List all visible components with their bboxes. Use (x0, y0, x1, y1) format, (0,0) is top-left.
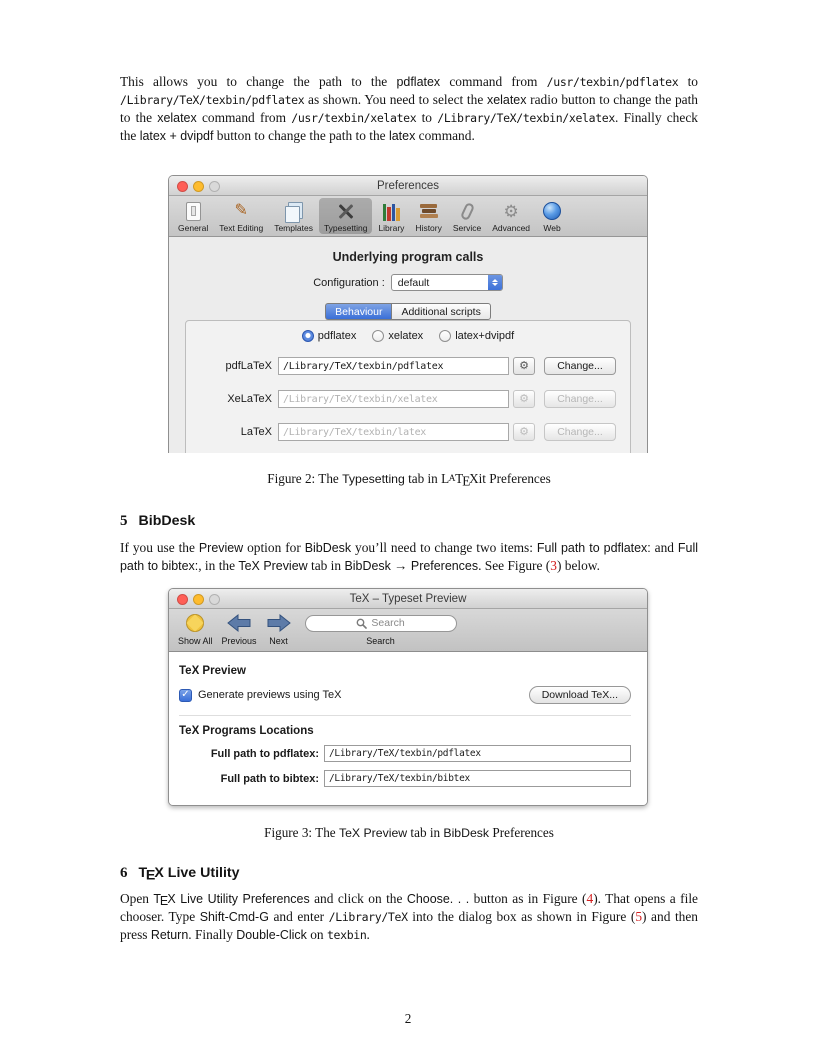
arrow-glyph: → (390, 558, 411, 573)
templates-icon (283, 200, 305, 222)
path-text: /Library/TeX/texbin/bibtex (329, 773, 470, 784)
next-arrow-icon (266, 612, 292, 634)
latexit-logo-part: it (478, 471, 486, 486)
text-run: to (678, 74, 698, 89)
radio-latex-dvipdf[interactable] (439, 330, 514, 342)
section5-heading (120, 513, 195, 530)
tab-behaviour[interactable]: Behaviour (325, 303, 391, 320)
toolbar-item-label: Library (378, 223, 405, 233)
path-text: /Library/TeX/texbin/pdflatex (329, 748, 481, 759)
general-icon (182, 200, 204, 222)
ui-name: pdflatex (396, 75, 441, 89)
ui-name: Double-Click (236, 928, 307, 942)
bibdesk-toolbar (169, 609, 647, 652)
toolbar-item-label: Search (366, 636, 395, 646)
text-run: tab in (404, 471, 442, 486)
text-run: . See Figure ( (478, 558, 551, 573)
toolbar-item-service[interactable] (448, 198, 486, 234)
toolbar-item-label: Show All (178, 636, 213, 646)
window-titlebar (169, 176, 647, 196)
tex-logo-part: T (153, 892, 162, 906)
toolbar-item-label: Templates (274, 223, 313, 233)
pdflatex-change-button[interactable]: Change... (544, 357, 616, 375)
latexit-preferences-window (168, 175, 648, 453)
pdflatex-row (186, 357, 616, 375)
toolbar-item-label: Previous (221, 636, 257, 646)
text-run: radio button to change the path to the (120, 92, 698, 125)
page-number: 2 (404, 1011, 412, 1026)
engine-label: pdfLaTeX (225, 360, 272, 372)
toolbar-item-label: General (178, 223, 209, 233)
field-label: Full path to bibtex: (220, 772, 319, 785)
library-books-icon (380, 200, 402, 222)
code-path: /usr/texbin/pdflatex (546, 75, 679, 89)
latexit-logo-part: A (448, 473, 456, 484)
divider (179, 715, 631, 716)
tex-logo-part: E (159, 894, 169, 909)
text-run: tab in (407, 825, 444, 840)
toolbar-item-next[interactable] (266, 612, 292, 651)
typesetting-knife-icon (335, 200, 357, 222)
ui-name: Choose. . . (406, 892, 470, 906)
typesetting-pane (169, 237, 647, 453)
zoom-button[interactable] (209, 594, 220, 605)
ui-name: Full path to bibtex: (120, 541, 698, 573)
pdflatex-path-input[interactable] (324, 745, 631, 762)
radio-label: latex+dvipdf (455, 329, 515, 342)
code-path: texbin (326, 928, 367, 942)
radio-selected-icon (302, 330, 314, 342)
ui-name: Typesetting (342, 472, 405, 486)
bibdesk-preferences-window (168, 588, 648, 806)
text-run: option for (243, 540, 305, 555)
pdflatex-path-row (179, 745, 631, 762)
toolbar-item-history[interactable] (410, 198, 446, 234)
show-all-seal-icon (184, 612, 206, 634)
bibtex-path-input[interactable] (324, 770, 631, 787)
text-run: command from (440, 74, 547, 89)
search-input[interactable] (305, 615, 457, 632)
text-run: Preferences (485, 471, 551, 486)
paperclip-icon (456, 200, 478, 222)
intro-paragraph (120, 73, 698, 145)
code-path: /usr/texbin/xelatex (291, 111, 417, 125)
engine-label: XeLaTeX (227, 393, 272, 405)
radio-label: pdflatex (317, 329, 357, 342)
text-run: . (366, 927, 370, 942)
latexit-logo-part: T (455, 471, 464, 486)
xelatex-change-button[interactable]: Change... (544, 390, 616, 408)
toolbar-item-text-editing[interactable] (214, 198, 268, 234)
section6-heading (120, 865, 240, 882)
toolbar-item-search (305, 612, 457, 651)
text-run: and click on the (309, 891, 407, 906)
gear-icon: ⚙ (519, 425, 529, 438)
pencil-icon: ✎ (234, 202, 248, 219)
toolbar-item-label: Web (543, 223, 561, 233)
path-text: /Library/TeX/texbin/pdflatex (283, 360, 444, 372)
ui-name: TeX Preview (238, 559, 308, 573)
figure-ref-link[interactable]: 5 (635, 909, 643, 924)
minimize-button[interactable] (193, 594, 204, 605)
figure2-caption (120, 471, 698, 487)
path-text: /Library/TeX/texbin/latex (283, 426, 427, 438)
gear-icon: ⚙ (519, 392, 529, 405)
tex-logo-part: X Live Utility (154, 865, 240, 881)
tex-preview-heading: TeX Preview (179, 665, 246, 677)
ui-name: latex (388, 129, 416, 143)
radio-xelatex[interactable] (372, 330, 423, 342)
xelatex-options-button[interactable] (513, 390, 535, 408)
ui-name: Shift-Cmd-G (199, 910, 269, 924)
ui-name: Full path to pdflatex: (536, 541, 651, 555)
toolbar-item-label: History (415, 223, 442, 233)
dropdown-arrows-icon (488, 274, 502, 291)
text-run: command. (415, 128, 475, 143)
text-run: to (416, 110, 438, 125)
section-number: 6 (120, 865, 128, 881)
field-label: Full path to pdflatex: (210, 747, 319, 760)
latex-path-field[interactable] (278, 423, 509, 441)
xelatex-row (186, 390, 616, 408)
text-run: tab in (307, 558, 345, 573)
radio-icon (439, 330, 451, 342)
download-tex-button[interactable]: Download TeX... (529, 686, 631, 704)
tex-logo-part: E (145, 867, 156, 884)
toolbar-item-typesetting[interactable] (319, 198, 372, 234)
text-run: . Finally (188, 927, 237, 942)
text-run: button to change the path to the (213, 128, 389, 143)
close-button[interactable] (177, 594, 188, 605)
text-run: This allows you to change the path to the (120, 74, 397, 89)
section-number: 5 (120, 513, 128, 529)
text-run: command from (196, 110, 292, 125)
tex-logo-part: T (138, 865, 148, 881)
engine-label: LaTeX (240, 426, 272, 438)
text-run: . Finally check the (120, 110, 698, 143)
toolbar-item-label: Next (269, 636, 288, 646)
xelatex-path-field[interactable] (278, 390, 509, 408)
latex-change-button[interactable]: Change... (544, 423, 616, 441)
text-run: Preferences (489, 825, 554, 840)
close-button[interactable] (177, 181, 188, 192)
previous-arrow-icon (226, 612, 252, 634)
path-text: /Library/TeX/texbin/xelatex (283, 393, 438, 405)
text-run: as shown. You need to select the (304, 92, 487, 107)
zoom-button[interactable] (209, 181, 220, 192)
text-run: ). That opens a file chooser. Type (120, 891, 698, 924)
globe-icon (541, 200, 563, 222)
figure-ref-link[interactable]: 4 (586, 891, 594, 906)
window-titlebar (169, 589, 647, 609)
text-run: ) and then press (120, 909, 698, 942)
ui-name: X Live Utility Preferences (167, 892, 310, 906)
text-run: ) below. (556, 558, 600, 573)
pane-heading: Underlying program calls (332, 250, 484, 264)
pdflatex-path-field[interactable] (278, 357, 509, 375)
ui-name: xelatex (157, 111, 197, 125)
toolbar-item-advanced[interactable] (487, 198, 535, 234)
code-path: /Library/TeX/texbin/pdflatex (120, 93, 305, 107)
section-title: BibDesk (138, 513, 196, 529)
search-icon (356, 618, 367, 629)
minimize-button[interactable] (193, 181, 204, 192)
text-run: and enter (268, 909, 329, 924)
window-title: Preferences (376, 179, 439, 192)
latexit-logo-part: L (441, 471, 450, 486)
text-run: Open (120, 891, 154, 906)
radio-label: xelatex (388, 329, 424, 342)
text-run: into the dialog box as shown in Figure ( (407, 909, 636, 924)
history-stack-icon (418, 200, 440, 222)
toolbar-item-web[interactable] (536, 198, 568, 234)
text-run: button as in Figure ( (469, 891, 587, 906)
toolbar-item-label: Typesetting (323, 223, 368, 233)
checkbox-label: Generate previews using TeX (198, 689, 342, 701)
generate-previews-checkbox[interactable]: ✓ (179, 689, 192, 702)
window-title: TeX – Typeset Preview (349, 592, 467, 605)
text-run: Figure 2: The (267, 471, 343, 486)
figure3-caption (120, 825, 698, 841)
preferences-toolbar (169, 196, 647, 237)
configuration-row (169, 274, 647, 291)
ui-name: xelatex (486, 93, 527, 107)
section-title (138, 865, 240, 884)
program-calls-group (185, 320, 631, 453)
text-run: Figure 3: The (264, 825, 339, 840)
bibtex-path-row (179, 770, 631, 787)
ui-name: latex + dvipdf (139, 129, 214, 143)
generate-previews-row (179, 686, 631, 704)
ui-name: Preview (198, 541, 244, 555)
configuration-dropdown[interactable] (391, 274, 503, 291)
ui-name: TeX Preview (338, 826, 408, 840)
code-path: /Library/TeX/texbin/xelatex (437, 111, 615, 125)
toolbar-item-label: Advanced (492, 223, 531, 233)
text-run: on (306, 927, 327, 942)
ui-name: BibDesk (304, 541, 352, 555)
toolbar-item-show-all[interactable] (178, 612, 213, 651)
pane-tab-bar (169, 303, 647, 320)
ui-name: Return (150, 928, 189, 942)
pdflatex-options-button[interactable] (513, 357, 535, 375)
latexit-logo-part: X (469, 471, 479, 486)
toolbar-item-library[interactable] (373, 198, 409, 234)
engine-radio-group (186, 329, 630, 342)
toolbar-item-label: Text Editing (219, 223, 264, 233)
toolbar-item-label: Service (452, 223, 482, 233)
text-run: you’ll need to change two items: (351, 540, 537, 555)
toolbar-item-previous[interactable] (222, 612, 257, 651)
configuration-label: Configuration : (313, 276, 385, 289)
tex-programs-heading: TeX Programs Locations (179, 725, 314, 737)
tex-preview-pane (169, 652, 647, 806)
text-run: and (650, 540, 678, 555)
code-path: /Library/TeX (328, 910, 408, 924)
gear-icon: ⚙ (519, 359, 529, 372)
toolbar-item-templates[interactable] (269, 198, 318, 234)
dropdown-selected-value: default (397, 276, 430, 289)
radio-icon (372, 330, 384, 342)
ui-name: BibDesk (443, 826, 490, 840)
ui-name: BibDesk (344, 559, 391, 573)
tlu-paragraph (120, 890, 698, 944)
toolbar-item-general[interactable] (173, 198, 213, 234)
radio-pdflatex[interactable] (302, 330, 357, 342)
bibdesk-paragraph (120, 539, 698, 575)
ui-name: Preferences (410, 559, 479, 573)
figure-ref-link[interactable]: 3 (550, 558, 557, 573)
latex-options-button[interactable] (513, 423, 535, 441)
search-placeholder: Search (371, 617, 405, 629)
text-run: , in the (198, 558, 239, 573)
latexit-logo-part: E (462, 473, 471, 489)
gear-icon: ⚙ (503, 201, 519, 221)
text-run: If you use the (120, 540, 199, 555)
latex-row (186, 423, 616, 441)
tab-additional-scripts[interactable]: Additional scripts (391, 303, 490, 320)
